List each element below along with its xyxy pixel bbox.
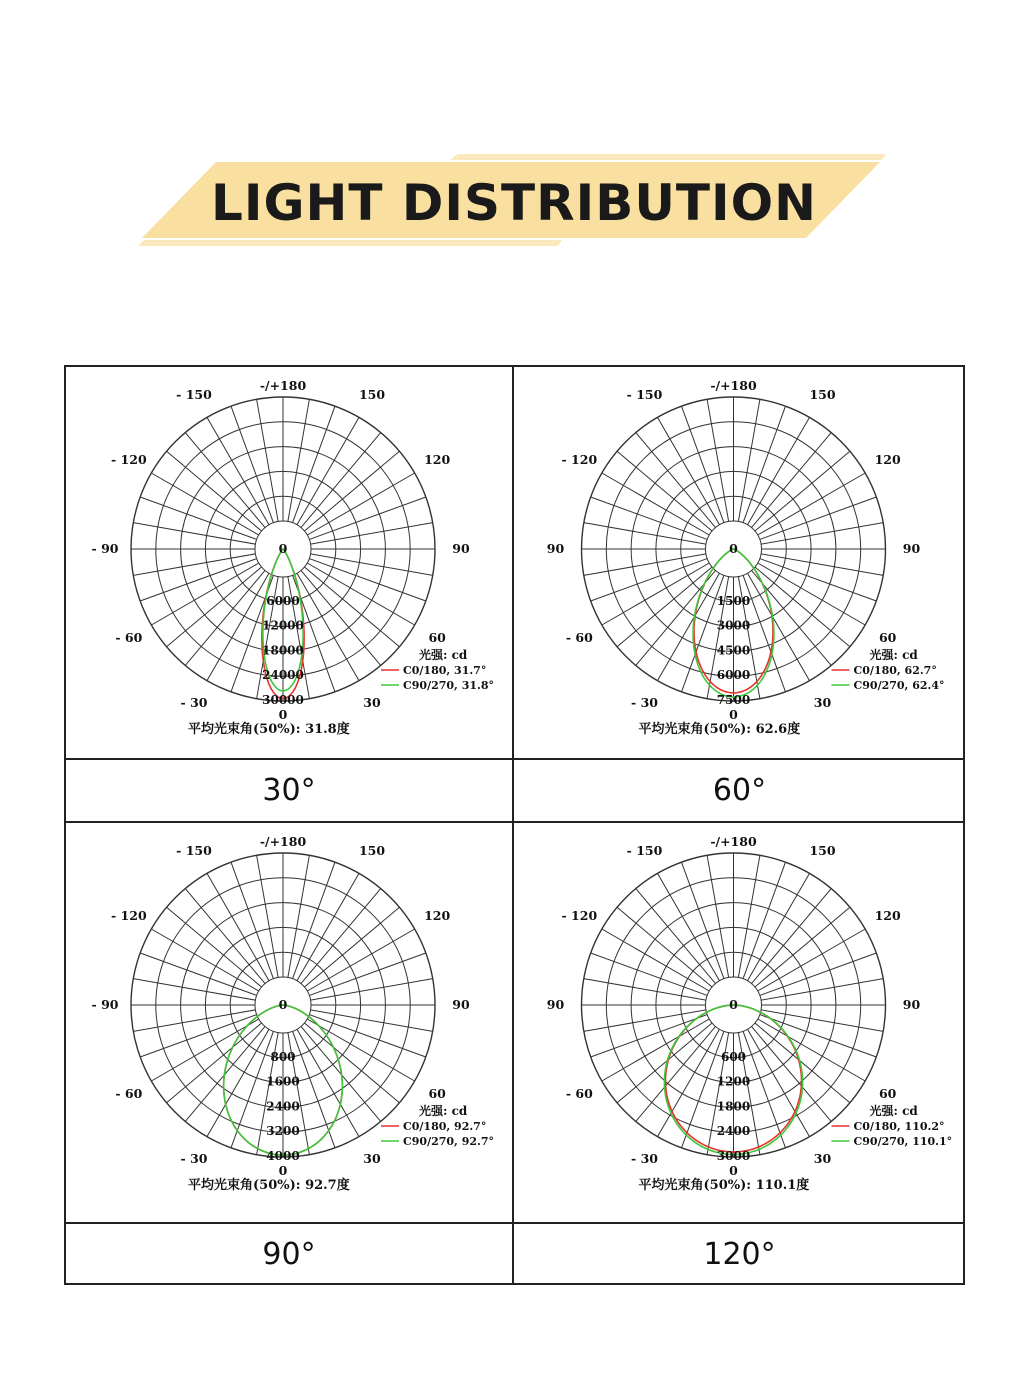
polar-chart-120 <box>514 823 965 1222</box>
angle-label: 150 <box>809 842 836 858</box>
polar-spoke <box>751 433 831 528</box>
radial-tick-label: 1600 <box>266 1074 300 1089</box>
angle-label: 0 <box>278 1163 288 1178</box>
polar-spoke <box>760 497 877 539</box>
polar-spoke <box>304 451 399 531</box>
radial-tick-label: 3200 <box>266 1124 300 1139</box>
caption-60: 60° <box>712 773 767 808</box>
light-distribution-table <box>64 365 965 1285</box>
angle-label: 90 <box>546 541 565 556</box>
polar-spoke <box>751 889 831 984</box>
polar-spoke <box>743 862 785 979</box>
polar-spoke <box>140 497 257 539</box>
polar-chart-60 <box>514 367 965 758</box>
polar-svg <box>66 823 512 1222</box>
angle-label: 90 <box>902 541 921 556</box>
angle-label: - 150 <box>176 842 212 858</box>
polar-spoke <box>617 451 712 531</box>
angle-label: - 60 <box>565 630 593 645</box>
angle-label: - 120 <box>561 908 598 923</box>
beam-angle-text: 平均光束角(50%): 110.1度 <box>638 1178 810 1193</box>
angle-label: - 60 <box>115 1086 143 1101</box>
polar-spoke <box>231 406 273 523</box>
angle-label: - 60 <box>565 1086 593 1101</box>
angle-label: - 90 <box>91 997 119 1012</box>
polar-spoke <box>301 433 381 528</box>
caption-90: 90° <box>262 1237 316 1272</box>
radial-tick-label: 7500 <box>716 693 751 707</box>
polar-spoke <box>140 953 257 995</box>
radial-tick-label: 4500 <box>716 643 751 658</box>
angle-label: 30 <box>813 695 832 711</box>
polar-spoke <box>257 855 279 977</box>
polar-chart-90 <box>66 823 512 1222</box>
polar-chart-30 <box>66 367 512 758</box>
polar-spoke <box>761 523 883 545</box>
polar-spoke <box>760 1015 877 1057</box>
angle-label: 0 <box>729 707 738 722</box>
radial-tick-label: 3000 <box>716 618 751 633</box>
radial-tick-label: 1200 <box>716 1074 751 1089</box>
polar-spoke <box>133 979 255 1001</box>
angle-label: - 30 <box>180 695 208 711</box>
angle-label: 90 <box>452 541 470 556</box>
polar-spoke <box>755 907 850 987</box>
polar-spoke <box>167 567 262 647</box>
center-label: 0 <box>729 997 738 1012</box>
radial-tick-label: 2400 <box>716 1124 751 1139</box>
legend-label: C90/270, 31.8° <box>403 679 494 692</box>
polar-spoke <box>309 953 426 995</box>
polar-spoke <box>755 451 850 531</box>
polar-spoke <box>304 567 399 647</box>
polar-spoke <box>617 567 712 647</box>
beam-angle-text: 平均光束角(50%): 31.8度 <box>188 722 350 737</box>
angle-label: 90 <box>902 997 921 1012</box>
angle-label: 150 <box>358 842 386 858</box>
polar-spoke <box>743 406 785 523</box>
polar-svg <box>66 367 512 758</box>
polar-spoke <box>761 554 883 576</box>
angle-label: -/+180 <box>710 834 757 849</box>
polar-spoke <box>288 399 310 521</box>
angle-label: 90 <box>546 997 565 1012</box>
polar-spoke <box>311 523 433 545</box>
polar-spoke <box>591 953 708 995</box>
polar-spoke <box>311 554 433 576</box>
polar-spoke <box>167 451 262 531</box>
title-banner <box>138 150 890 250</box>
polar-spoke <box>185 570 265 665</box>
polar-spoke <box>185 889 265 984</box>
polar-spoke <box>584 979 706 1001</box>
angle-label: - 150 <box>176 386 212 402</box>
polar-spoke <box>584 1010 706 1032</box>
angle-label: 30 <box>813 1151 832 1167</box>
legend-unit: 光强: cd <box>869 648 918 662</box>
polar-spoke <box>301 570 381 665</box>
polar-spoke <box>133 1010 255 1032</box>
angle-label: 120 <box>424 908 451 923</box>
polar-spoke <box>591 497 708 539</box>
center-label: 0 <box>729 541 738 556</box>
polar-spoke <box>707 855 729 977</box>
polar-spoke <box>760 559 877 601</box>
angle-label: 150 <box>809 386 836 402</box>
angle-label: - 120 <box>111 452 147 467</box>
polar-spoke <box>293 406 335 523</box>
angle-label: -/+180 <box>259 378 307 393</box>
polar-spoke <box>636 889 716 984</box>
polar-spoke <box>304 1023 399 1103</box>
angle-label: - 60 <box>115 630 143 645</box>
legend-unit: 光强: cd <box>419 1104 468 1118</box>
polar-spoke <box>133 554 255 576</box>
polar-spoke <box>293 862 335 979</box>
angle-label: 0 <box>278 707 288 722</box>
polar-spoke <box>760 953 877 995</box>
radial-tick-label: 600 <box>720 1049 747 1064</box>
legend-label: C0/180, 110.2° <box>853 1120 945 1133</box>
angle-label: 60 <box>878 630 897 645</box>
page-title: LIGHT DISTRIBUTION <box>211 174 817 232</box>
legend-label: C0/180, 92.7° <box>403 1120 487 1133</box>
legend-unit: 光强: cd <box>869 1104 918 1118</box>
polar-spoke <box>707 399 729 521</box>
radial-tick-label: 24000 <box>262 668 304 683</box>
legend-label: C90/270, 62.4° <box>853 679 945 692</box>
legend-label: C90/270, 110.1° <box>853 1135 953 1148</box>
angle-label: -/+180 <box>710 378 757 393</box>
polar-spoke <box>257 399 279 521</box>
polar-spoke <box>167 907 262 987</box>
radial-tick-label: 800 <box>270 1049 296 1064</box>
polar-spoke <box>309 497 426 539</box>
angle-label: - 150 <box>626 842 663 858</box>
angle-label: - 90 <box>91 541 119 556</box>
polar-spoke <box>682 862 724 979</box>
legend-label: C0/180, 31.7° <box>403 664 487 677</box>
polar-svg <box>514 367 965 758</box>
polar-spoke <box>304 907 399 987</box>
polar-spoke <box>185 433 265 528</box>
radial-tick-label: 30000 <box>262 693 304 707</box>
angle-label: -/+180 <box>259 834 307 849</box>
polar-spoke <box>231 862 273 979</box>
angle-label: 30 <box>363 1151 381 1167</box>
angle-label: 150 <box>358 386 386 402</box>
legend-unit: 光强: cd <box>419 648 468 662</box>
polar-spoke <box>584 554 706 576</box>
polar-spoke <box>755 567 850 647</box>
polar-spoke <box>617 907 712 987</box>
angle-label: 120 <box>874 908 901 923</box>
polar-spoke <box>761 979 883 1001</box>
angle-label: 60 <box>428 630 446 645</box>
polar-spoke <box>682 406 724 523</box>
beam-angle-text: 平均光束角(50%): 62.6度 <box>638 722 801 737</box>
center-label: 0 <box>278 997 288 1012</box>
angle-label: - 120 <box>111 908 147 923</box>
polar-spoke <box>738 399 760 521</box>
polar-spoke <box>301 889 381 984</box>
polar-spoke <box>167 1023 262 1103</box>
radial-tick-label: 12000 <box>262 618 304 633</box>
polar-spoke <box>311 1010 433 1032</box>
legend-label: C90/270, 92.7° <box>403 1135 494 1148</box>
polar-spoke <box>133 523 255 545</box>
polar-svg <box>514 823 965 1222</box>
radial-tick-label: 2400 <box>266 1099 300 1114</box>
center-label: 0 <box>278 541 288 556</box>
radial-tick-label: 6000 <box>716 668 751 683</box>
angle-label: 60 <box>878 1086 897 1101</box>
caption-30: 30° <box>262 773 316 808</box>
legend-label: C0/180, 62.7° <box>853 664 937 677</box>
polar-spoke <box>584 523 706 545</box>
radial-tick-label: 18000 <box>262 643 304 658</box>
polar-spoke <box>288 855 310 977</box>
angle-label: - 30 <box>180 1151 208 1167</box>
polar-spoke <box>140 559 257 601</box>
radial-tick-label: 1500 <box>716 593 751 608</box>
polar-spoke <box>309 559 426 601</box>
polar-spoke <box>591 1015 708 1057</box>
polar-spoke <box>591 559 708 601</box>
polar-spoke <box>311 979 433 1001</box>
angle-label: - 30 <box>631 695 658 711</box>
angle-label: - 30 <box>631 1151 658 1167</box>
caption-120: 120° <box>703 1237 776 1272</box>
angle-label: - 120 <box>561 452 598 467</box>
polar-spoke <box>738 855 760 977</box>
polar-spoke <box>636 433 716 528</box>
radial-tick-label: 4000 <box>266 1149 300 1163</box>
angle-label: 120 <box>424 452 451 467</box>
angle-label: 0 <box>729 1163 738 1178</box>
angle-label: - 150 <box>626 386 663 402</box>
angle-label: 30 <box>363 695 381 711</box>
beam-angle-text: 平均光束角(50%): 92.7度 <box>188 1178 350 1193</box>
radial-tick-label: 1800 <box>716 1099 751 1114</box>
angle-label: 60 <box>428 1086 446 1101</box>
polar-spoke <box>761 1010 883 1032</box>
angle-label: 120 <box>874 452 901 467</box>
angle-label: 90 <box>452 997 470 1012</box>
radial-tick-label: 6000 <box>266 593 300 608</box>
radial-tick-label: 3000 <box>716 1149 751 1163</box>
